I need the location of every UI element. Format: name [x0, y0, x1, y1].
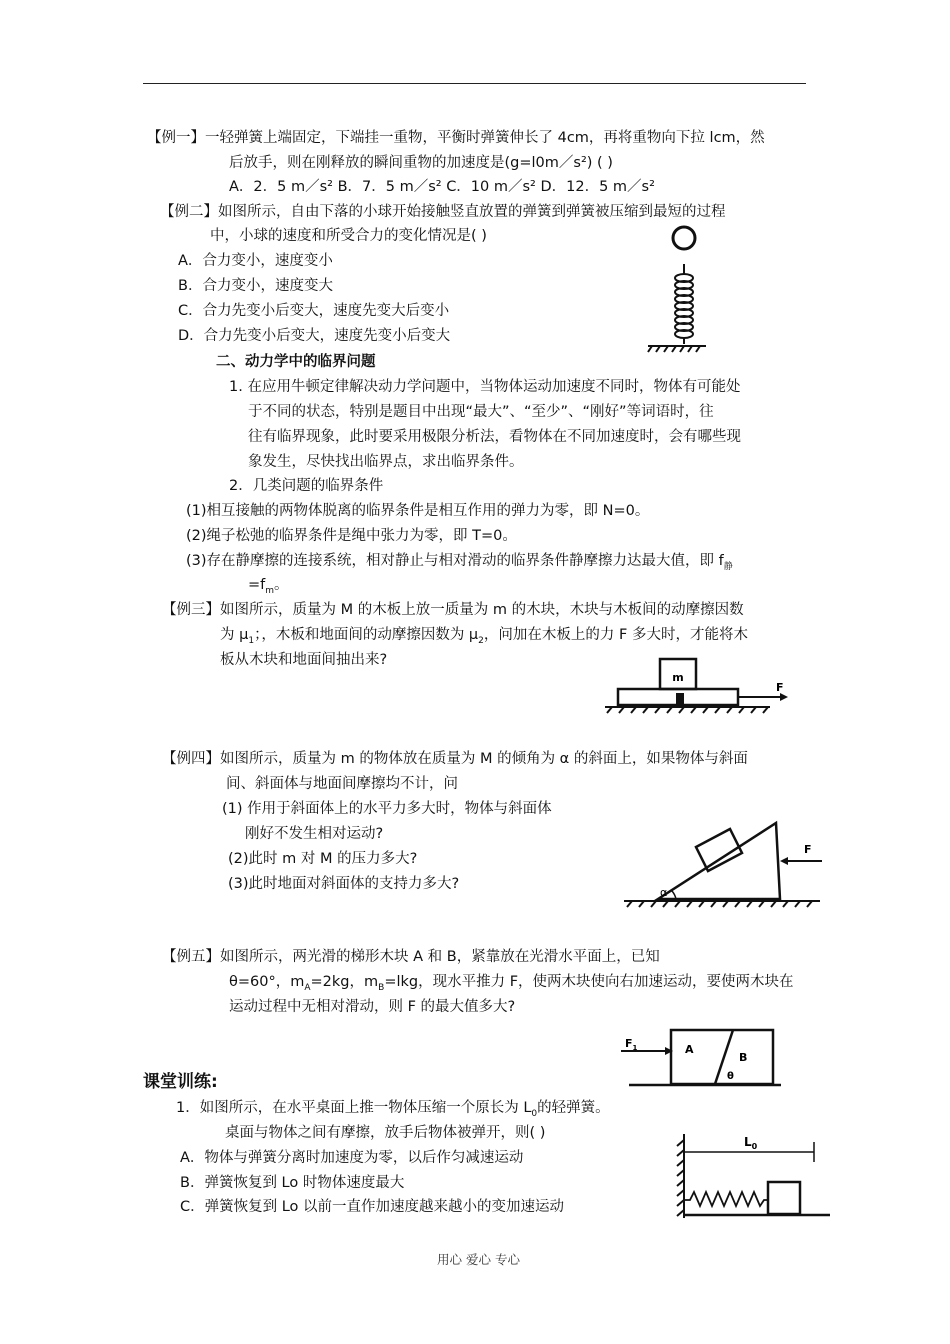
horizontal-spring-figure	[672, 1130, 832, 1225]
force-label: F	[776, 681, 784, 694]
section-heading: 二、动力学中的临界问题	[216, 354, 376, 370]
ex4-line2: 间、斜面体与地面间摩擦均不计，问	[226, 776, 458, 792]
horizontal-spring	[684, 1192, 768, 1206]
training-option-b: B．弹簧恢复到 Lo 时物体速度最大	[180, 1175, 405, 1191]
section-p1-line1: 1. 在应用牛顿定律解决动力学问题中，当物体运动加速度不同时，物体有可能处	[229, 379, 741, 395]
ex2-option-a: A．合力变小，速度变小	[178, 253, 333, 269]
ex4-q3: (3)此时地面对斜面体的支持力多大?	[228, 876, 460, 892]
ex5-line1: 【例五】如图所示，两光滑的梯形木块 A 和 B，紧靠放在光滑水平面上，已知	[162, 949, 660, 965]
ex3-line2: 为 $\mu_1$；，木板和地面间的动摩擦因数为 $\mu_2$，问加在木板上的力 F 多大时，才能将木	[220, 627, 748, 646]
trapezoid-blocks-figure	[615, 1025, 785, 1090]
ex4-line1: 【例四】如图所示，质量为 m 的物体放在质量为 M 的倾角为 α 的斜面上，如果物体与斜面	[162, 751, 748, 767]
theta-label: θ	[727, 1071, 734, 1082]
training-q1-line2: 桌面与物体之间有摩擦，放手后物体被弹开，则( )	[225, 1125, 546, 1141]
training-heading: 课堂训练:	[143, 1072, 218, 1092]
ex3-line3: 板从木块和地面间抽出来?	[220, 652, 388, 668]
ex2-option-d: D．合力先变小后变大，速度先变小后变大	[178, 328, 451, 344]
condition-3-line1: (3)存在静摩擦的连接系统，相对静止与相对滑动的临界条件静摩擦力达最大值，即 $f_静$	[186, 553, 733, 572]
block-b-label: B	[739, 1051, 748, 1064]
section-p2: 2．几类问题的临界条件	[229, 478, 384, 494]
block-m-label: m	[672, 671, 684, 684]
block-on-board-figure	[600, 655, 800, 720]
page-footer: 用心 爱心 专心	[437, 1252, 520, 1267]
push-force-label: $F_1$	[625, 1037, 638, 1052]
force-label: F	[804, 843, 812, 856]
ex2-option-c: C．合力先变小后变大，速度先变大后变小	[178, 303, 450, 319]
condition-1: (1)相互接触的两物体脱离的临界条件是相互作用的弹力为零，即 N=0。	[186, 503, 650, 519]
ground	[605, 707, 770, 713]
blocks-outline	[671, 1030, 773, 1084]
ex3-line1: 【例三】如图所示，质量为 M 的木板上放一质量为 m 的木块，木块与木板间的动摩擦因数	[162, 602, 744, 618]
pushed-block	[768, 1182, 800, 1214]
training-option-c: C．弹簧恢复到 Lo 以前一直作加速度越来越小的变加速运动	[180, 1199, 565, 1215]
ball-spring-figure	[640, 220, 710, 355]
ex4-q2: (2)此时 m 对 M 的压力多大?	[228, 851, 418, 867]
ex4-q1-line1: (1) 作用于斜面体上的水平力多大时，物体与斜面体	[222, 801, 552, 817]
board-support	[676, 693, 684, 705]
condition-2: (2)绳子松弛的临界条件是绳中张力为零，即 T=0。	[186, 528, 517, 544]
ground	[624, 901, 820, 907]
force-arrow-head	[780, 857, 788, 865]
ex2-option-b: B．合力变小，速度变大	[178, 278, 333, 294]
wall	[677, 1134, 684, 1218]
length-label: $L_0$	[744, 1135, 758, 1151]
ex5-line3: 运动过程中无相对滑动，则 F 的最大值多大?	[229, 999, 516, 1015]
ex1-options: A．2．5 m／s² B．7．5 m／s² C．10 m／s² D．12．5 m／s²	[229, 179, 655, 195]
incline-figure	[620, 815, 830, 915]
ex5-line2: θ=60°，$m_A=2kg$，$m_B=lkg$，现水平推力 F，使两木块使向右加速运动，要使两木块在	[229, 974, 794, 993]
section-p1-line4: 象发生，尽快找出临界点，求出临界条件。	[248, 454, 524, 470]
angle-label: α	[660, 886, 668, 899]
ex2-line2: 中，小球的速度和所受合力的变化情况是( )	[210, 228, 487, 244]
ex1-line1: 【例一】一轻弹簧上端固定，下端挂一重物，平衡时弹簧伸长了 4cm，再将重物向下拉 lcm，然	[147, 130, 765, 146]
header-rule	[143, 83, 806, 84]
section-p1-line3: 往有临界现象，此时要采用极限分析法，看物体在不同加速度时，会有哪些现	[248, 429, 741, 445]
ball	[673, 227, 695, 249]
training-option-a: A．物体与弹簧分离时加速度为零，以后作匀减速运动	[180, 1150, 524, 1166]
vertical-spring	[675, 264, 693, 344]
training-q1-line1: 1．如图所示，在水平桌面上推一物体压缩一个原长为 $L_0$的轻弹簧。	[176, 1100, 610, 1119]
ex2-line1: 【例二】如图所示，自由下落的小球开始接触竖直放置的弹簧到弹簧被压缩到最短的过程	[160, 204, 726, 220]
condition-3-line2: $=f_m$。	[248, 577, 289, 596]
block-a-label: A	[685, 1043, 694, 1056]
ex4-q1-line2: 刚好不发生相对运动?	[245, 826, 384, 842]
ground	[648, 346, 706, 352]
section-p1-line2: 于不同的状态，特别是题目中出现“最大”、“至少”、“刚好”等词语时，往	[248, 404, 714, 420]
ex1-line2: 后放手，则在刚释放的瞬间重物的加速度是(g=l0m／s²) ( )	[229, 155, 613, 171]
force-arrow-head	[780, 693, 788, 701]
